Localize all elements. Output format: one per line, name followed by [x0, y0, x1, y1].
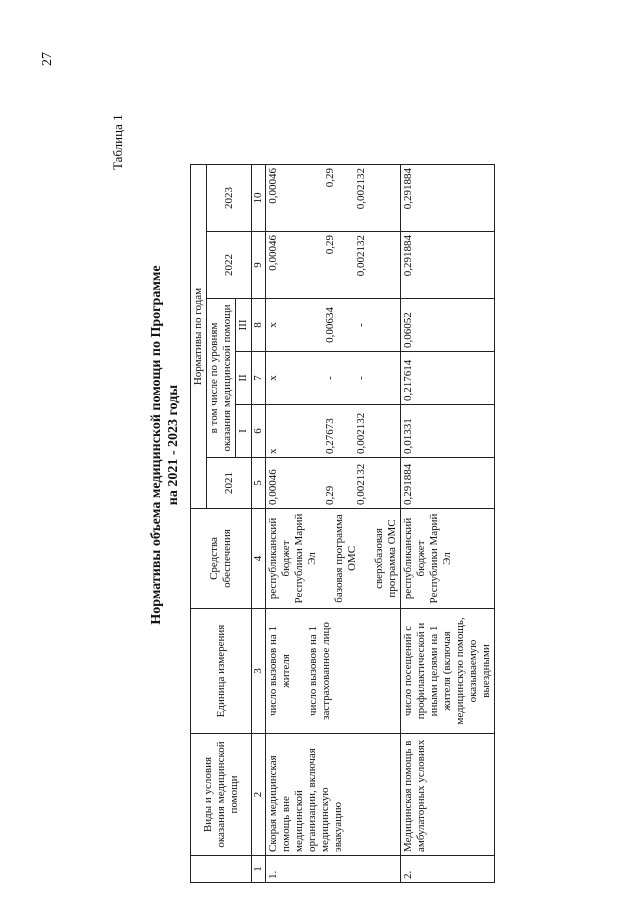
value-2023: 0,002132	[355, 168, 367, 210]
row-kind: Скорая медицинская помощь вне медицинской организации, включая медицинскую эвакуацию	[266, 734, 401, 856]
value-level3: х	[267, 322, 279, 328]
row-unit-cell	[266, 609, 401, 734]
value-2022: 0,002132	[355, 235, 367, 277]
value-2023: 0,00046	[267, 168, 279, 204]
value-2022: 0,29	[324, 235, 336, 255]
row-number: 1.	[266, 856, 401, 883]
value-level3: -	[355, 323, 367, 327]
table-row	[401, 165, 495, 883]
col-number: 8	[252, 299, 266, 352]
value-level1: 0,002132	[355, 412, 367, 454]
value-2023: 0,291884	[401, 165, 495, 232]
col-number: 10	[252, 165, 266, 232]
header-2022: 2022	[207, 232, 252, 299]
value-2023-cell	[266, 165, 401, 232]
value-2022: 0,291884	[401, 232, 495, 299]
row-source: республиканский бюджет Республики Марий Эл	[267, 513, 318, 604]
col-number: 6	[252, 405, 266, 458]
table-row	[266, 165, 401, 883]
col-number: 4	[252, 509, 266, 609]
header-unit: Единица измерения	[191, 609, 252, 734]
value-level2-cell	[266, 352, 401, 405]
header-2023: 2023	[207, 165, 252, 232]
value-2021: 0,29	[324, 485, 336, 505]
header-cell-empty	[191, 856, 252, 883]
header-kinds: Виды и условия оказания медицинской помощи	[191, 734, 252, 856]
row-source: республиканский бюджет Республики Марий Эл	[401, 509, 495, 609]
col-number: 5	[252, 458, 266, 509]
value-level3: 0,00634	[324, 307, 336, 343]
value-level2: х	[267, 375, 279, 381]
value-2021-cell	[266, 458, 401, 509]
col-number: 9	[252, 232, 266, 299]
document-subtitle: на 2021 - 2023 годы	[166, 384, 181, 506]
col-number: 3	[252, 609, 266, 734]
row-source-cell	[266, 509, 401, 609]
col-number: 7	[252, 352, 266, 405]
header-2021: 2021	[207, 458, 252, 509]
row-unit: число посещений с профилактической и иными целями на 1 жителя (включая медицинскую помощь, оказываемую выездными	[401, 609, 495, 734]
value-level2: 0,217614	[401, 352, 495, 405]
row-unit: число вызовов на 1 жителя	[267, 626, 292, 716]
value-level3: 0,06052	[401, 299, 495, 352]
value-2021: 0,291884	[401, 458, 495, 509]
value-level1: 0,01331	[401, 405, 495, 458]
row-number: 2.	[401, 856, 495, 883]
header-level-2: II	[236, 352, 252, 405]
row-source: базовая программа ОМС	[333, 514, 358, 603]
row-kind: Медицинская помощь в амбулаторных условиях	[401, 734, 495, 856]
norms-table	[190, 164, 495, 883]
value-level3-cell	[266, 299, 401, 352]
row-unit: число вызовов на 1 застрахованное лицо	[307, 622, 332, 720]
value-2021: 0,00046	[267, 469, 279, 505]
value-level1: 0,27673	[324, 418, 336, 454]
value-2023: 0,29	[324, 168, 336, 188]
document-title: Нормативы объема медицинской помощи по Программе	[149, 265, 164, 625]
col-number: 1	[252, 856, 266, 883]
table-label: Таблица 1	[110, 114, 125, 170]
value-level2: -	[324, 376, 336, 380]
header-source: Средства обеспечения	[191, 509, 252, 609]
value-2022: 0,00046	[267, 235, 279, 271]
value-level1: х	[267, 448, 279, 454]
header-level-1: I	[236, 405, 252, 458]
value-2021: 0,002132	[355, 463, 367, 505]
header-norms: Нормативы по годам	[191, 165, 207, 509]
header-levels: в том числе по уровням оказания медицинской помощи	[207, 299, 236, 458]
row-source: сверхбазовая программа ОМС	[373, 519, 398, 598]
column-number-row	[252, 165, 266, 883]
value-2022-cell	[266, 232, 401, 299]
col-number: 2	[252, 734, 266, 856]
page-number: 27	[40, 52, 55, 66]
value-level2: -	[355, 376, 367, 380]
header-level-3: III	[236, 299, 252, 352]
value-level1-cell	[266, 405, 401, 458]
